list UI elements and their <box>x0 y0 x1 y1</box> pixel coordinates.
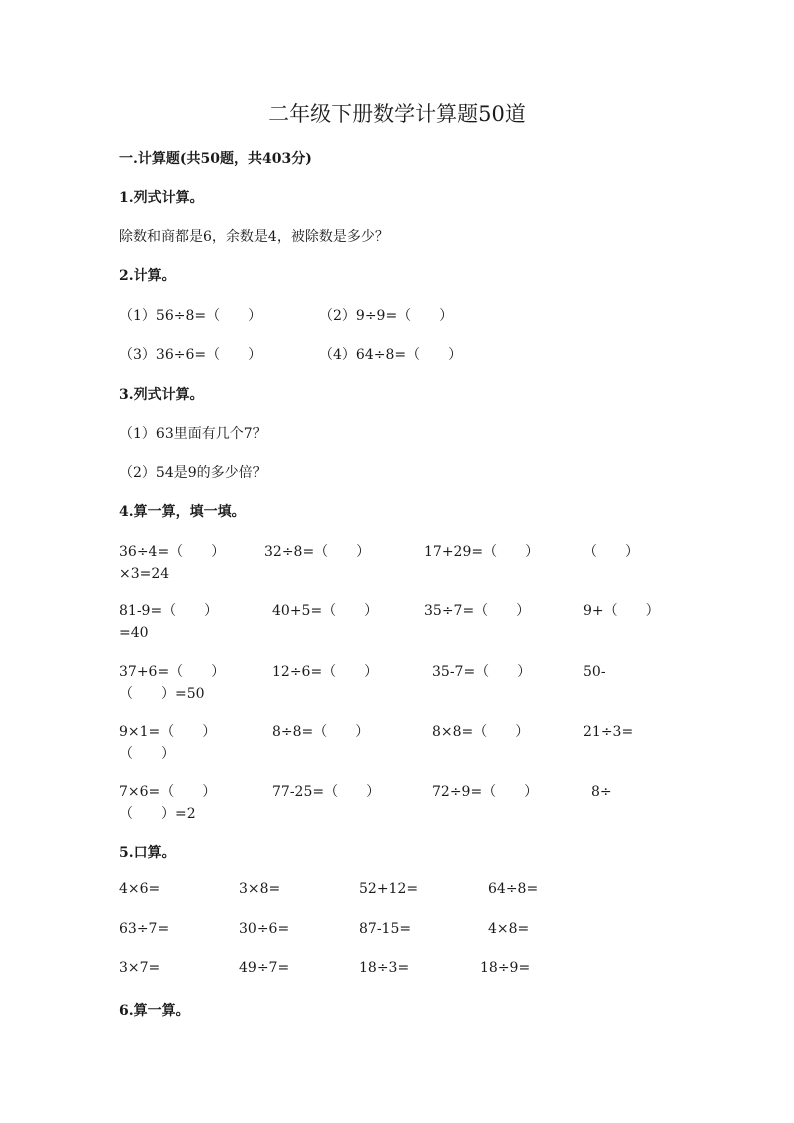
question-3-item: （2）54是9的多少倍？ <box>119 465 267 481</box>
question-5-label: 5.口算。 <box>119 845 176 861</box>
question-5-item: 3×7= <box>119 960 161 976</box>
question-4-item: 9×1=（ ） <box>119 724 217 740</box>
question-4-item: 35-7=（ ） <box>432 664 532 680</box>
question-3-label: 3.列式计算。 <box>119 387 204 403</box>
question-4-item: （ ）×3=24 <box>119 544 639 582</box>
question-4-item: 8÷（ ）=2 <box>119 784 612 822</box>
question-5-item: 3×8= <box>239 881 281 897</box>
question-4-item: 17+29=（ ） <box>424 544 540 560</box>
question-1-text: 除数和商都是6，余数是4，被除数是多少？ <box>119 229 389 245</box>
question-4-item: 8×8=（ ） <box>432 724 530 740</box>
question-4-item: 77-25=（ ） <box>272 784 381 800</box>
question-1-label: 1.列式计算。 <box>119 190 204 206</box>
question-4-item: 37+6=（ ） <box>119 664 226 680</box>
question-2-item: （2）9÷9=（ ） <box>319 308 454 324</box>
question-5-item: 87-15= <box>359 921 412 937</box>
question-4-item: 9+（ ）=40 <box>119 603 660 641</box>
question-6-label: 6.算一算。 <box>119 1003 190 1019</box>
question-5-item: 18÷3= <box>359 960 410 976</box>
question-5-item: 52+12= <box>359 881 419 897</box>
question-4-item: 12÷6=（ ） <box>272 664 379 680</box>
question-5-item: 18÷9= <box>480 960 531 976</box>
question-2-item: （4）64÷8=（ ） <box>319 347 463 363</box>
question-4-item: 7×6=（ ） <box>119 784 217 800</box>
question-4-item: 50-（ ）=50 <box>119 664 606 702</box>
question-4-item: 35÷7=（ ） <box>424 603 531 619</box>
question-4-item: 36÷4=（ ） <box>119 544 226 560</box>
question-4-label: 4.算一算，填一填。 <box>119 504 246 520</box>
question-4-item: 8÷8=（ ） <box>272 724 370 740</box>
question-4-item: 21÷3=（ ） <box>119 724 634 762</box>
question-2-item: （1）56÷8=（ ） <box>119 308 263 324</box>
question-4-item: 81-9=（ ） <box>119 603 219 619</box>
question-4-item: 32÷8=（ ） <box>264 544 371 560</box>
question-3-item: （1）63里面有几个7？ <box>119 426 267 442</box>
question-4-item: 72÷9=（ ） <box>432 784 539 800</box>
question-2-label: 2.计算。 <box>119 268 176 284</box>
question-2-item: （3）36÷6=（ ） <box>119 347 263 363</box>
page-title: 二年级下册数学计算题50道 <box>268 102 526 126</box>
section-heading: 一.计算题(共50题，共403分) <box>119 151 312 167</box>
question-5-item: 4×8= <box>488 921 530 937</box>
question-5-item: 4×6= <box>119 881 161 897</box>
question-5-item: 30÷6= <box>239 921 290 937</box>
question-5-item: 64÷8= <box>488 881 539 897</box>
question-5-item: 49÷7= <box>239 960 290 976</box>
question-5-item: 63÷7= <box>119 921 170 937</box>
question-4-item: 40+5=（ ） <box>272 603 379 619</box>
